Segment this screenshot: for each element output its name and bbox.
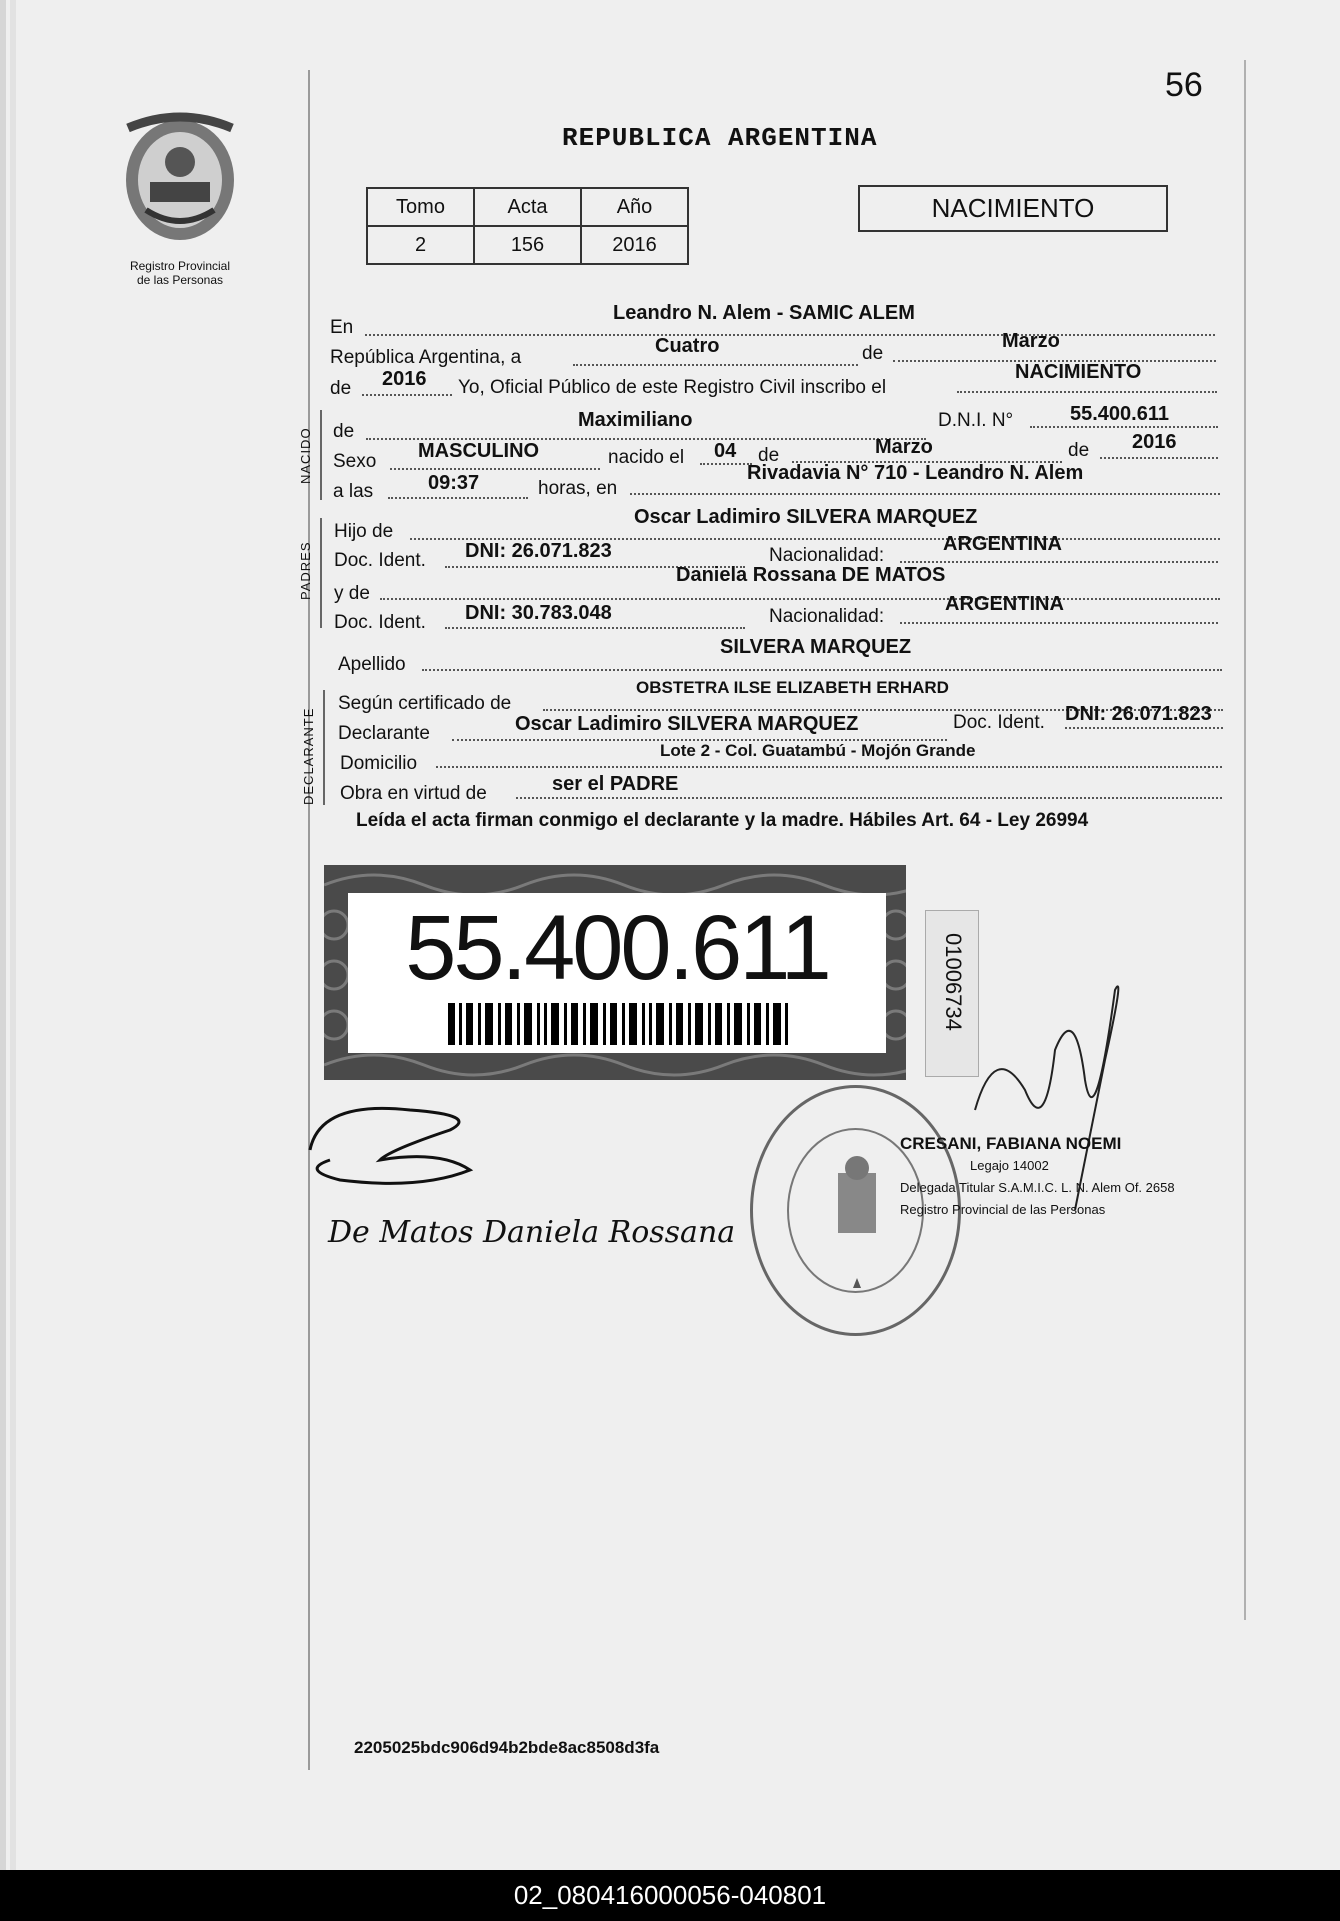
child-dni: 55.400.611 bbox=[1070, 403, 1169, 425]
doc-label: Doc. Ident. bbox=[334, 550, 426, 571]
birth-address: Rivadavia N° 710 - Leandro N. Alem bbox=[747, 462, 1084, 484]
y-de-label: y de bbox=[334, 583, 370, 604]
mother-signature: De Matos Daniela Rossana bbox=[328, 1215, 736, 1250]
birth-time: 09:37 bbox=[428, 472, 480, 494]
yo-text: Yo, Oficial Público de este Registro Civil inscribo el bbox=[458, 377, 887, 398]
de-label: de bbox=[862, 343, 884, 364]
col-anio-header: Año bbox=[581, 188, 688, 226]
fill-line bbox=[900, 622, 1218, 624]
fill-line bbox=[630, 493, 1220, 495]
child-name: Maximiliano bbox=[578, 409, 693, 431]
official-org: Registro Provincial de las Personas bbox=[900, 1202, 1106, 1217]
section-label-padres: PADRES bbox=[298, 541, 313, 600]
anio-value: 2016 bbox=[581, 226, 688, 264]
capacity-value: ser el PADRE bbox=[552, 773, 679, 795]
acta-value: 156 bbox=[474, 226, 581, 264]
tomo-value: 2 bbox=[367, 226, 474, 264]
en-label: En bbox=[330, 317, 354, 338]
fill-line bbox=[900, 561, 1218, 563]
col-acta-header: Acta bbox=[474, 188, 581, 226]
registry-org-name: Registro Provincial de las Personas bbox=[129, 259, 231, 287]
de-label: de bbox=[758, 445, 780, 466]
year-label: de bbox=[330, 378, 352, 399]
fill-line bbox=[1065, 727, 1223, 729]
place-value: Leandro N. Alem - SAMIC ALEM bbox=[613, 302, 915, 324]
apellido-label: Apellido bbox=[338, 654, 406, 675]
section-bar bbox=[320, 518, 322, 628]
registry-table bbox=[366, 187, 689, 265]
father-doc: DNI: 26.071.823 bbox=[465, 540, 612, 562]
barcode-label bbox=[348, 893, 886, 1053]
page-edge bbox=[10, 0, 16, 1870]
crest-icon bbox=[100, 110, 260, 250]
fill-line bbox=[362, 394, 452, 396]
barcode-icon bbox=[348, 893, 886, 1053]
fill-line bbox=[436, 766, 1222, 768]
fill-line bbox=[516, 797, 1222, 799]
doc-label: Doc. Ident. bbox=[953, 712, 1045, 733]
official-legajo: Legajo 14002 bbox=[970, 1158, 1049, 1173]
official-name: CRESANI, FABIANA NOEMI bbox=[900, 1134, 1122, 1153]
declarant-signature-icon bbox=[300, 1090, 500, 1200]
certificate-value: OBSTETRA ILSE ELIZABETH ERHARD bbox=[636, 678, 949, 697]
country-title: REPUBLICA ARGENTINA bbox=[562, 123, 878, 153]
mother-nationality: ARGENTINA bbox=[945, 593, 1064, 615]
footer-bar bbox=[0, 1870, 1340, 1921]
declarant-address: Lote 2 - Col. Guatambú - Mojón Grande bbox=[660, 741, 976, 760]
month-value: Marzo bbox=[1002, 330, 1060, 352]
declarant-doc: DNI: 26.071.823 bbox=[1065, 703, 1212, 725]
record-type-box: NACIMIENTO bbox=[858, 185, 1168, 232]
fill-line bbox=[365, 334, 1215, 336]
page-edge bbox=[0, 0, 6, 1870]
fill-line bbox=[1030, 426, 1218, 428]
hijo-label: Hijo de bbox=[334, 521, 394, 542]
record-value: NACIMIENTO bbox=[1015, 361, 1142, 383]
fill-line bbox=[573, 364, 858, 366]
day-value: Cuatro bbox=[655, 335, 720, 357]
born-de-label: de bbox=[333, 421, 355, 442]
section-bar bbox=[323, 690, 325, 805]
father-nationality: ARGENTINA bbox=[943, 533, 1062, 555]
fill-line bbox=[422, 669, 1222, 671]
serial-number: 01006734 bbox=[941, 933, 966, 1031]
father-name: Oscar Ladimiro SILVERA MARQUEZ bbox=[634, 506, 978, 528]
domicilio-label: Domicilio bbox=[340, 753, 418, 774]
table-header-row bbox=[367, 188, 688, 226]
fill-line bbox=[957, 391, 1217, 393]
footer-file-id: 02_080416000056-040801 bbox=[513, 1880, 827, 1910]
doc-label: Doc. Ident. bbox=[334, 612, 426, 633]
de-label: de bbox=[1068, 440, 1090, 461]
section-bar bbox=[320, 410, 322, 500]
fill-line bbox=[700, 463, 752, 465]
dni-label: D.N.I. N° bbox=[938, 410, 1014, 431]
mother-name: Daniela Rossana DE MATOS bbox=[676, 564, 946, 586]
horas-label: horas, en bbox=[538, 478, 618, 499]
fill-line bbox=[388, 497, 528, 499]
nacionalidad-label: Nacionalidad: bbox=[769, 606, 885, 627]
official-role: Delegada Titular S.A.M.I.C. L. N. Alem Of. 2658 bbox=[900, 1180, 1175, 1195]
province-crest-logo bbox=[100, 110, 260, 287]
certificado-label: Según certificado de bbox=[338, 693, 512, 714]
margin-line-right bbox=[1244, 60, 1246, 1620]
declarante-label: Declarante bbox=[338, 723, 430, 744]
obra-label: Obra en virtud de bbox=[340, 783, 487, 804]
section-label-nacido: NACIDO bbox=[298, 427, 313, 484]
fill-line bbox=[380, 598, 1220, 600]
surname-value: SILVERA MARQUEZ bbox=[720, 636, 912, 658]
table-row bbox=[367, 226, 688, 264]
official-block bbox=[900, 1133, 1175, 1221]
a-las-label: a las bbox=[333, 481, 374, 502]
declarant-name: Oscar Ladimiro SILVERA MARQUEZ bbox=[515, 713, 859, 735]
barcode-number: 55.400.611 bbox=[405, 897, 829, 999]
nacido-label: nacido el bbox=[608, 447, 685, 468]
col-tomo-header: Tomo bbox=[367, 188, 474, 226]
republica-label: República Argentina, a bbox=[330, 347, 522, 368]
nacionalidad-label: Nacionalidad: bbox=[769, 545, 885, 566]
document-hash: 2205025bdc906d94b2bde8ac8508d3fa bbox=[354, 1738, 660, 1757]
birth-year: 2016 bbox=[1132, 431, 1177, 453]
page-number: 56 bbox=[1165, 66, 1203, 104]
legal-note: Leída el acta firman conmigo el declarante y la madre. Hábiles Art. 64 - Ley 26994 bbox=[356, 810, 1089, 831]
section-label-declarante: DECLARANTE bbox=[301, 707, 316, 805]
fill-line bbox=[390, 468, 600, 470]
fill-line bbox=[445, 627, 745, 629]
year-value: 2016 bbox=[382, 368, 427, 390]
margin-line bbox=[308, 70, 310, 1770]
birth-day: 04 bbox=[714, 440, 737, 462]
birth-month: Marzo bbox=[875, 436, 933, 458]
sex-value: MASCULINO bbox=[418, 440, 540, 462]
fill-line bbox=[1100, 457, 1218, 459]
sexo-label: Sexo bbox=[333, 451, 377, 472]
mother-doc: DNI: 30.783.048 bbox=[465, 602, 612, 624]
